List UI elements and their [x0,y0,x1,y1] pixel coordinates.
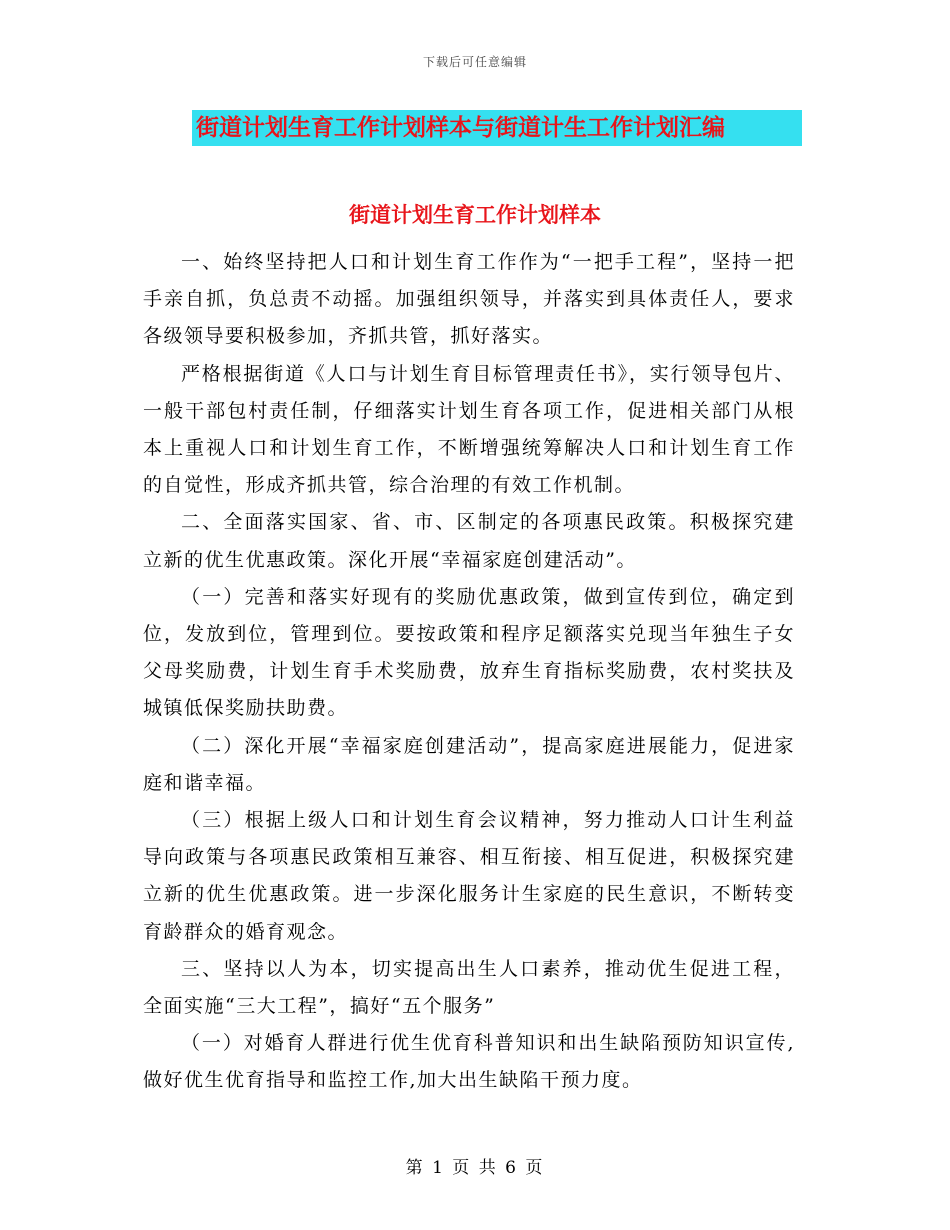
body-paragraph: 一、始终坚持把人口和计划生育工作作为“一把手工程”，坚持一把手亲自抓，负总责不动摇。加强组织领导，并落实到具体责任人，要求各级领导要积极参加，齐抓共管，抓好落实。 [143,251,795,348]
section-title: 街道计划生育工作计划样本 [349,203,601,227]
body-paragraph: （一）对婚育人群进行优生优育科普知识和出生缺陷预防知识宣传,做好优生优育指导和监控工作,加大出生缺陷干预力度。 [143,1032,795,1092]
page-number-footer: 第 1 页 共 6 页 [405,1158,545,1178]
body-paragraph: 三、坚持以人为本，切实提高出生人口素养，推动优生促进工程，全面实施“三大工程”，搞好“五个服务” [143,957,795,1018]
page-header-note: 下载后可任意编辑 [422,55,527,69]
document-main-title: 街道计划生育工作计划样本与街道计生工作计划汇编 [196,115,725,141]
body-paragraph: （一）完善和落实好现有的奖励优惠政策，做到宣传到位，确定到位，发放到位，管理到位。要按政策和程序足额落实兑现当年独生子女父母奖励费，计划生育手术奖励费，放弃生育指标奖励费，农村奖扶及城镇低保奖励扶助费。 [143,585,795,720]
body-paragraph: （三）根据上级人口和计划生育会议精神，努力推动人口计生利益导向政策与各项惠民政策相互兼容、相互衔接、相互促进，积极探究建立新的优生优惠政策。进一步深化服务计生家庭的民生意识，不断转变育龄群众的婚育观念。 [143,809,795,943]
main-title-highlight [192,110,802,146]
body-paragraph: 严格根据街道《人口与计划生育目标管理责任书》，实行领导包片、一般干部包村责任制，仔细落实计划生育各项工作，促进相关部门从根本上重视人口和计划生育工作，不断增强统筹解决人口和计划生育工作的自觉性，形成齐抓共管，综合治理的有效工作机制。 [143,362,795,497]
body-paragraph: 二、全面落实国家、省、市、区制定的各项惠民政策。积极探究建立新的优生优惠政策。深化开展“幸福家庭创建活动”。 [143,511,795,571]
body-paragraph: （二）深化开展“幸福家庭创建活动”，提高家庭进展能力，促进家庭和谐幸福。 [143,734,795,794]
document-body [143,244,795,1100]
